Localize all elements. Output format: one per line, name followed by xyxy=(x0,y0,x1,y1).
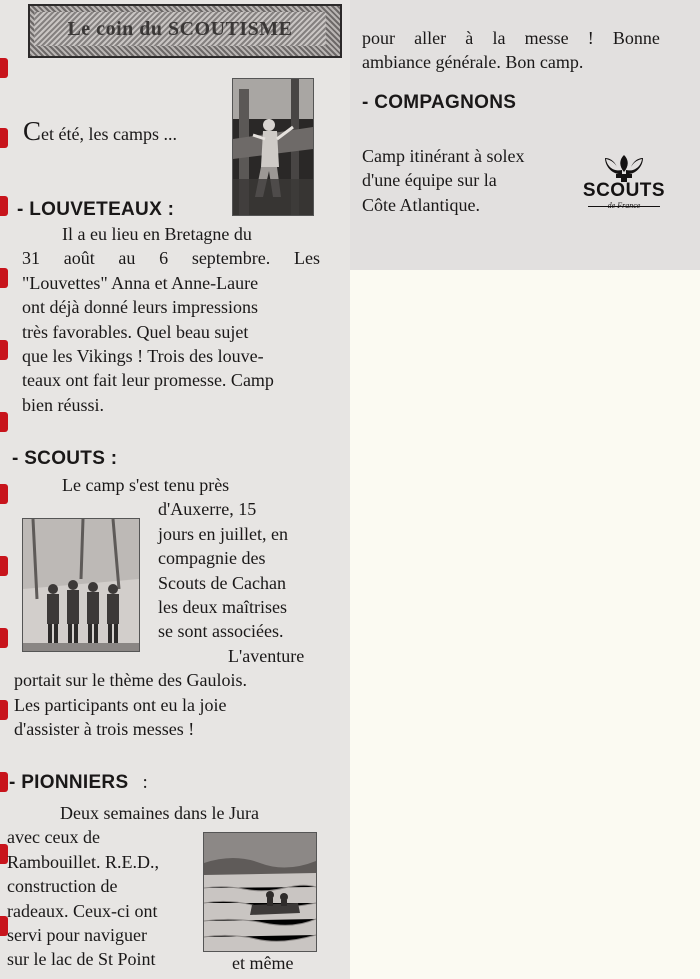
scouts-line: portait sur le thème des Gaulois. xyxy=(14,670,247,691)
pionniers-line: construction de xyxy=(7,876,118,897)
pionniers-heading-colon: : xyxy=(142,772,149,793)
compagnons-line: d'une équipe sur la xyxy=(362,170,497,191)
fleur-de-lis-icon xyxy=(601,152,647,182)
section-banner xyxy=(28,4,342,58)
pionniers-trailing: et même xyxy=(232,953,294,973)
compagnons-line: Côte Atlantique. xyxy=(362,194,480,215)
compagnons-line: Camp itinérant à solex xyxy=(362,146,525,166)
logo-wordmark: SCOUTS xyxy=(582,180,666,201)
scouts-line: les deux maîtrises xyxy=(158,597,287,618)
pionniers-heading-text: - PIONNIERS xyxy=(9,772,129,793)
continuation-text xyxy=(362,26,660,75)
louveteaux-line: que les Vikings ! Trois des louve- xyxy=(22,346,264,367)
rafts-photo-image xyxy=(204,833,316,951)
louveteaux-line: Il a eu lieu en Bretagne du xyxy=(62,224,252,244)
pionniers-line: Deux semaines dans le Jura xyxy=(60,803,259,823)
pionniers-line: avec ceux de xyxy=(7,827,100,848)
intro-dropcap: C xyxy=(23,116,42,146)
logo-subtitle: de France xyxy=(607,201,641,210)
compagnons-text xyxy=(362,144,572,217)
banner-title: Le coin du SCOUTISME xyxy=(34,12,326,46)
louveteaux-line: très favorables. Quel beau sujet xyxy=(22,321,249,342)
louveteaux-heading: - LOUVETEAUX : xyxy=(17,199,175,220)
scouts-line: Les participants ont eu la joie xyxy=(14,694,227,715)
pionniers-line: Rambouillet. R.E.D., xyxy=(7,851,159,872)
rafts-photo xyxy=(203,832,317,952)
scouts-logo xyxy=(578,150,670,220)
scouts-line: jours en juillet, en xyxy=(158,523,288,544)
louveteaux-text xyxy=(22,222,320,417)
group-photo xyxy=(22,518,140,652)
group-photo-image xyxy=(23,519,139,651)
scouts-line: d'assister à trois messes ! xyxy=(14,719,195,740)
louveteaux-line: teaux ont fait leur promesse. Camp xyxy=(22,370,274,391)
climbing-photo-image xyxy=(233,79,313,215)
pionniers-heading xyxy=(9,772,148,794)
scouts-line: Scouts de Cachan xyxy=(158,572,286,593)
scouts-line: se sont associées. xyxy=(158,621,284,642)
continuation-line: pour aller à la messe ! Bonne xyxy=(362,28,660,48)
intro-line xyxy=(23,116,177,147)
scouts-line: L'aventure xyxy=(228,645,305,666)
continuation-line: ambiance générale. Bon camp. xyxy=(362,52,584,73)
scouts-line: Le camp s'est tenu près xyxy=(62,475,230,495)
pionniers-line: sur le lac de St Point xyxy=(7,949,156,970)
louveteaux-line: bien réussi. xyxy=(22,394,104,415)
pionniers-line: radeaux. Ceux-ci ont xyxy=(7,900,158,921)
scouts-heading: - SCOUTS : xyxy=(12,448,118,469)
compagnons-heading: - COMPAGNONS xyxy=(362,92,517,113)
intro-text: et été, les camps ... xyxy=(41,124,177,144)
scouts-line: d'Auxerre, 15 xyxy=(158,499,257,520)
louveteaux-line: ont déjà donné leurs impressions xyxy=(22,297,258,318)
scouts-line: compagnie des xyxy=(158,548,266,569)
louveteaux-line: 31 août au 6 septembre. Les xyxy=(22,248,320,269)
louveteaux-line: "Louvettes" Anna et Anne-Laure xyxy=(22,272,259,293)
pionniers-line: servi pour naviguer xyxy=(7,925,147,946)
climbing-photo xyxy=(232,78,314,216)
